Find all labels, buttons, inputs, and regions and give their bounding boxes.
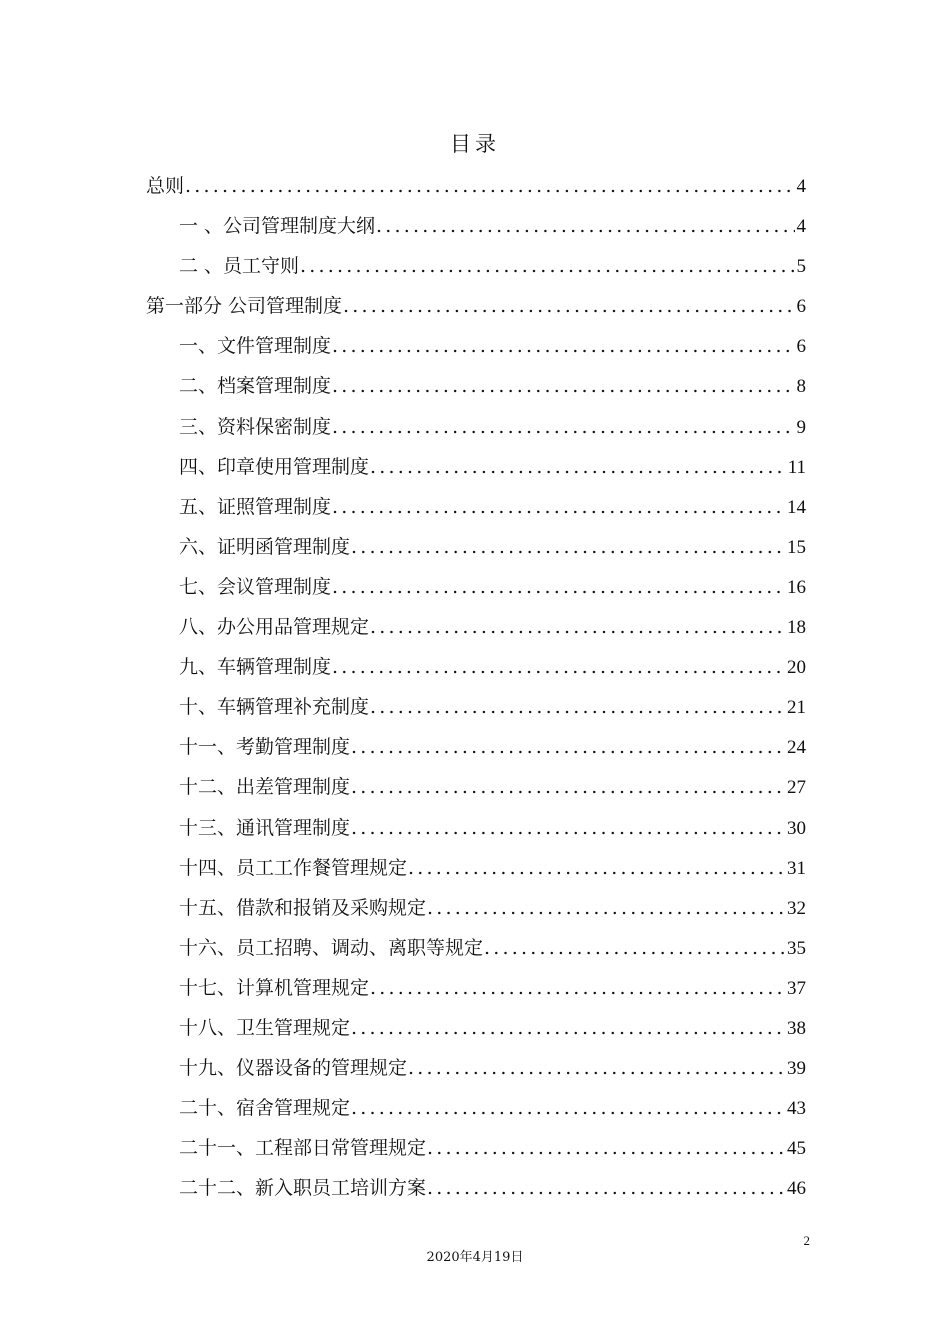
toc-entry[interactable] bbox=[146, 888, 806, 928]
toc-entry[interactable] bbox=[146, 687, 806, 727]
toc-dot-leader bbox=[351, 727, 785, 767]
toc-entry[interactable] bbox=[146, 848, 806, 888]
toc-entry-page: 24 bbox=[787, 737, 806, 759]
toc-entry[interactable] bbox=[146, 246, 806, 286]
toc-dot-leader bbox=[332, 647, 785, 687]
toc-entry[interactable] bbox=[146, 286, 806, 326]
toc-dot-leader bbox=[370, 687, 785, 727]
toc-entry-page: 5 bbox=[796, 256, 806, 278]
toc-entry-label: 二十二、新入职员工培训方案 bbox=[179, 1177, 427, 1200]
toc-entry-label: 六、证明函管理制度 bbox=[179, 535, 351, 558]
toc-dot-leader bbox=[376, 206, 794, 246]
toc-entry-page: 15 bbox=[787, 536, 806, 558]
toc-entry-label: 十五、借款和报销及采购规定 bbox=[179, 896, 427, 919]
toc-entry[interactable] bbox=[146, 487, 806, 527]
toc-entry-label: 十、车辆管理补充制度 bbox=[179, 696, 370, 719]
toc-entry-page: 46 bbox=[787, 1178, 806, 1200]
toc-entry-page: 4 bbox=[796, 176, 806, 197]
toc-entry-label: 一、文件管理制度 bbox=[179, 335, 332, 358]
toc-entry-label: 九、车辆管理制度 bbox=[179, 656, 332, 679]
toc-entry-page: 9 bbox=[796, 416, 806, 438]
toc-entry-page: 21 bbox=[787, 697, 806, 719]
toc-dot-leader bbox=[370, 607, 785, 647]
toc-entry-page: 31 bbox=[787, 857, 806, 879]
toc-entry-label: 十八、卫生管理规定 bbox=[179, 1016, 351, 1039]
toc-entry-label: 二十、宿舍管理规定 bbox=[179, 1097, 351, 1120]
toc-dot-leader bbox=[351, 808, 785, 848]
toc-entry-page: 4 bbox=[796, 216, 806, 238]
toc-entry-page: 18 bbox=[787, 617, 806, 639]
toc-dot-leader bbox=[351, 1008, 785, 1048]
toc-dot-leader bbox=[332, 407, 794, 447]
toc-entry[interactable] bbox=[146, 1128, 806, 1168]
toc-entry-page: 37 bbox=[787, 977, 806, 999]
toc-dot-leader bbox=[427, 1128, 785, 1168]
table-of-contents bbox=[146, 166, 806, 1208]
toc-dot-leader bbox=[332, 487, 785, 527]
toc-entry-page: 8 bbox=[796, 376, 806, 398]
toc-entry-page: 6 bbox=[796, 296, 806, 318]
toc-entry[interactable] bbox=[146, 527, 806, 567]
toc-entry-label: 一 、公司管理制度大纲 bbox=[179, 215, 376, 238]
toc-entry-label: 二 、员工守则 bbox=[179, 255, 300, 278]
toc-entry-label: 二、档案管理制度 bbox=[179, 375, 332, 398]
toc-entry[interactable] bbox=[146, 1048, 806, 1088]
toc-entry[interactable] bbox=[146, 1088, 806, 1128]
toc-dot-leader bbox=[185, 166, 794, 206]
toc-entry[interactable] bbox=[146, 1008, 806, 1048]
toc-entry-label: 总则 bbox=[146, 175, 185, 197]
toc-entry[interactable] bbox=[146, 647, 806, 687]
toc-dot-leader bbox=[408, 848, 785, 888]
toc-dot-leader bbox=[351, 1088, 785, 1128]
toc-entry-label: 二十一、工程部日常管理规定 bbox=[179, 1137, 427, 1160]
toc-entry-page: 14 bbox=[787, 496, 806, 518]
toc-entry[interactable] bbox=[146, 166, 806, 206]
footer-date: 2020年4月19日 bbox=[426, 1250, 524, 1265]
toc-entry-label: 十七、计算机管理规定 bbox=[179, 976, 370, 999]
page-title: 目录 bbox=[450, 132, 500, 156]
toc-entry-page: 27 bbox=[787, 777, 806, 799]
toc-entry[interactable] bbox=[146, 206, 806, 246]
toc-entry-label: 十一、考勤管理制度 bbox=[179, 736, 351, 759]
toc-entry-label: 十九、仪器设备的管理规定 bbox=[179, 1057, 408, 1080]
toc-entry[interactable] bbox=[146, 326, 806, 366]
toc-entry-label: 十六、员工招聘、调动、离职等规定 bbox=[179, 936, 484, 959]
toc-dot-leader bbox=[370, 968, 785, 1008]
toc-dot-leader bbox=[427, 1168, 785, 1208]
toc-entry[interactable] bbox=[146, 366, 806, 406]
toc-entry-label: 七、会议管理制度 bbox=[179, 575, 332, 598]
toc-dot-leader bbox=[408, 1048, 785, 1088]
toc-entry-label: 十三、通讯管理制度 bbox=[179, 816, 351, 839]
toc-entry-label: 八、办公用品管理规定 bbox=[179, 616, 370, 639]
toc-entry-label: 三、资料保密制度 bbox=[179, 415, 332, 438]
toc-entry-page: 38 bbox=[787, 1017, 806, 1039]
toc-entry-label: 第一部分 公司管理制度 bbox=[146, 295, 343, 318]
toc-entry-page: 39 bbox=[787, 1058, 806, 1080]
toc-entry-label: 五、证照管理制度 bbox=[179, 495, 332, 518]
toc-entry[interactable] bbox=[146, 1168, 806, 1208]
toc-dot-leader bbox=[351, 767, 785, 807]
page-number: 2 bbox=[803, 1233, 810, 1248]
toc-dot-leader bbox=[343, 286, 794, 326]
toc-entry[interactable] bbox=[146, 968, 806, 1008]
toc-entry-page: 16 bbox=[787, 576, 806, 598]
toc-entry-label: 十四、员工工作餐管理规定 bbox=[179, 856, 408, 879]
toc-entry[interactable] bbox=[146, 928, 806, 968]
toc-entry-label: 四、印章使用管理制度 bbox=[179, 455, 370, 478]
toc-dot-leader bbox=[427, 888, 785, 928]
toc-entry[interactable] bbox=[146, 447, 806, 487]
toc-entry[interactable] bbox=[146, 607, 806, 647]
toc-dot-leader bbox=[370, 447, 786, 487]
toc-entry[interactable] bbox=[146, 727, 806, 767]
toc-entry-page: 43 bbox=[787, 1098, 806, 1120]
toc-dot-leader bbox=[351, 527, 785, 567]
toc-entry-label: 十二、出差管理制度 bbox=[179, 776, 351, 799]
toc-entry-page: 32 bbox=[787, 897, 806, 919]
toc-entry[interactable] bbox=[146, 407, 806, 447]
toc-entry-page: 35 bbox=[787, 937, 806, 959]
toc-entry[interactable] bbox=[146, 767, 806, 807]
toc-dot-leader bbox=[332, 567, 785, 607]
toc-dot-leader bbox=[484, 928, 785, 968]
toc-dot-leader bbox=[300, 246, 794, 286]
toc-entry-page: 20 bbox=[787, 657, 806, 679]
toc-dot-leader bbox=[332, 366, 794, 406]
toc-dot-leader bbox=[332, 326, 794, 366]
toc-entry-page: 45 bbox=[787, 1138, 806, 1160]
toc-entry-page: 11 bbox=[787, 456, 806, 478]
toc-entry-page: 6 bbox=[796, 336, 806, 358]
toc-entry[interactable] bbox=[146, 567, 806, 607]
toc-entry[interactable] bbox=[146, 808, 806, 848]
toc-entry-page: 30 bbox=[787, 817, 806, 839]
